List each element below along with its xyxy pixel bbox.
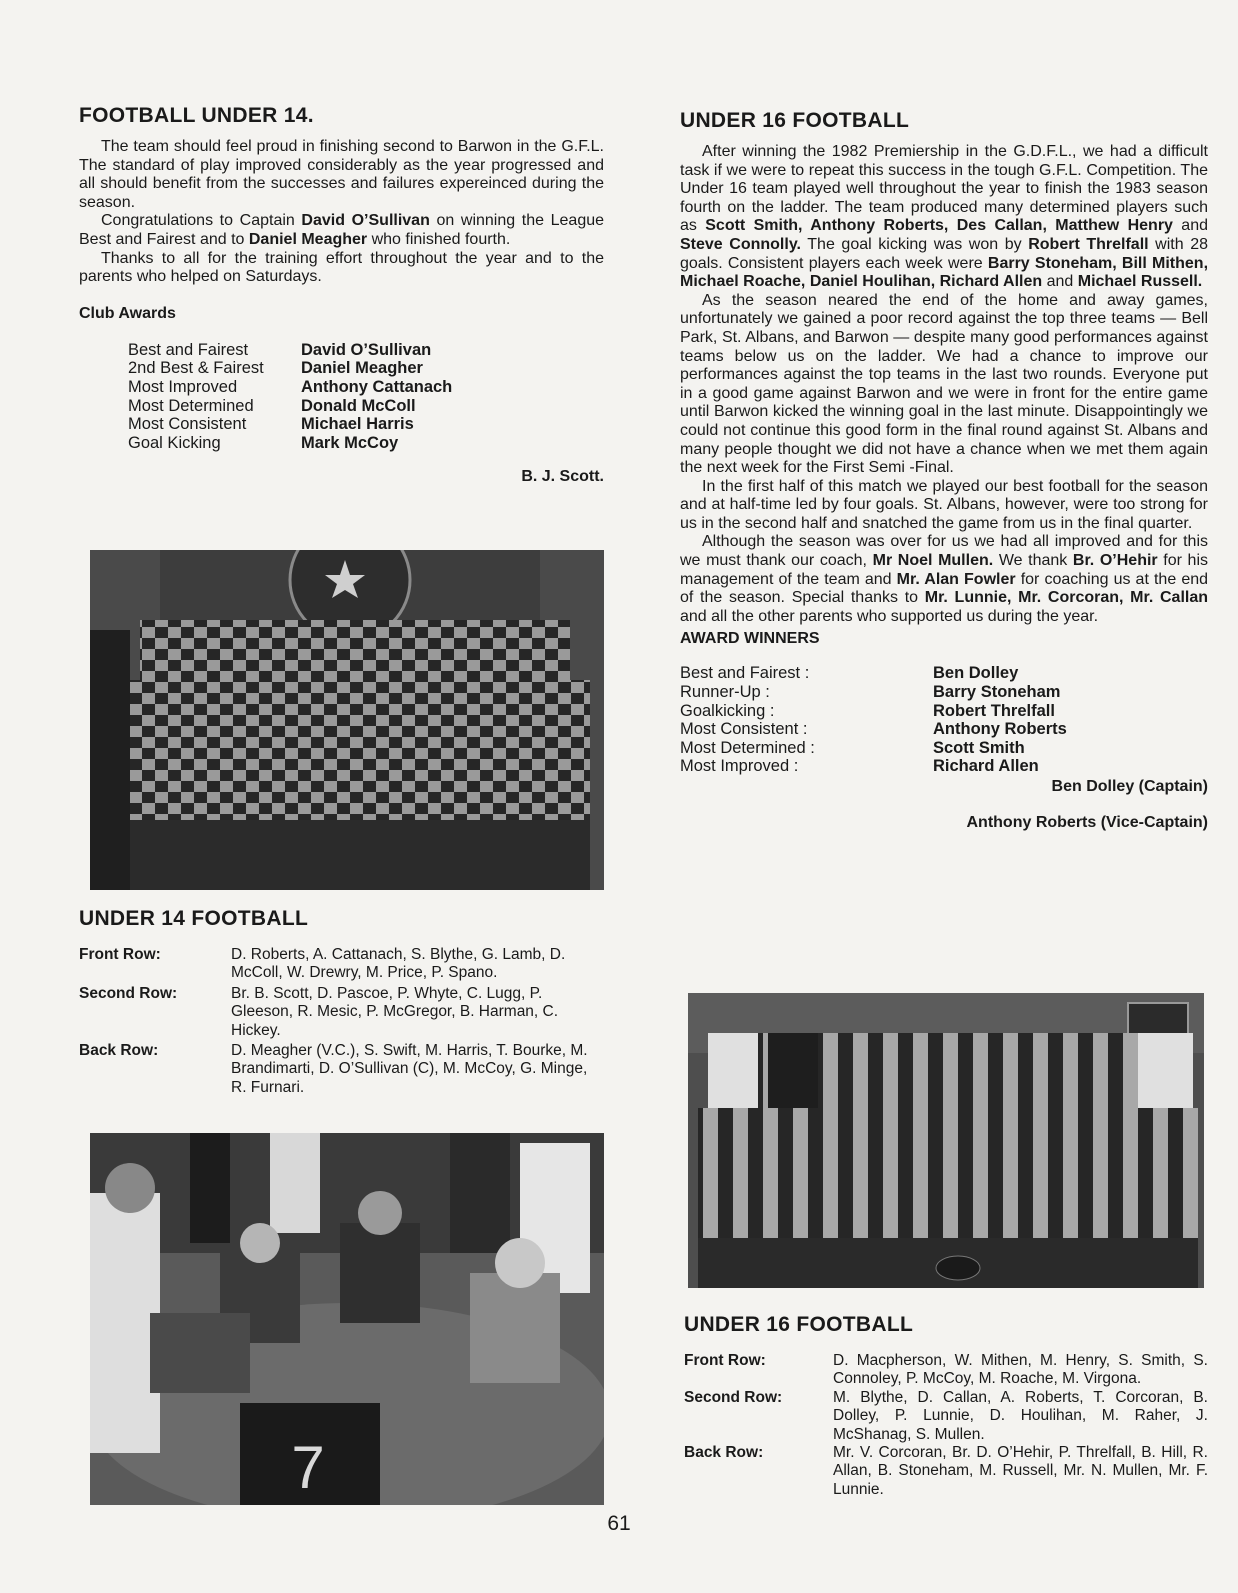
- roster-label: Front Row:: [79, 946, 161, 963]
- roster-row: [79, 1042, 604, 1097]
- article-signature: B. J. Scott.: [521, 468, 604, 486]
- club-awards-heading: Club Awards: [79, 304, 176, 322]
- award-recipient: Richard Allen: [933, 757, 1039, 776]
- text-run: and all the other parents who supported us during the year.: [680, 607, 1099, 625]
- under16-team-photo: [688, 993, 1204, 1288]
- manager-name: Br. O’Hehir: [1072, 552, 1158, 570]
- award-recipient: Anthony Cattanach: [301, 377, 453, 396]
- award-title: Most Determined :: [680, 738, 815, 757]
- text-run: [948, 217, 956, 234]
- award-row: [680, 664, 1208, 683]
- award-recipient: Scott Smith: [933, 738, 1025, 757]
- text-run: for his management of the team and: [680, 552, 1209, 588]
- roster-label: Second Row:: [684, 1388, 783, 1406]
- under16-paragraph-4: [680, 533, 1208, 626]
- under16-paragraph-3: In the first half of this match we played our best football for the season and at half-time led by four goals. St. Albans, however, were too strong for us in the second half and snatched the game from us in the final quarter.: [680, 477, 1208, 532]
- club-awards-list: [79, 341, 604, 453]
- under16-article-title: UNDER 16 FOOTBALL: [680, 109, 910, 132]
- under16-photo-heading: UNDER 16 FOOTBALL: [684, 1313, 914, 1336]
- roster-names: Mr. V. Corcoran, Br. D. O’Hehir, P. Threlfall, B. Hill, R. Allan, B. Stoneham, M. Russell, Mr. N. Mullen, Mr. F. Lunnie.: [833, 1444, 1208, 1498]
- players-middle-row: [120, 680, 590, 750]
- under14-photo-heading: UNDER 14 FOOTBALL: [79, 907, 309, 930]
- award-row: [680, 739, 1208, 758]
- captain-signature: Ben Dolley (Captain): [1051, 778, 1208, 795]
- award-row: [128, 341, 604, 360]
- captain-name: David O’Sullivan: [301, 212, 430, 230]
- award-recipient: Donald McColl: [301, 396, 416, 415]
- roster-names: D. Roberts, A. Cattanach, S. Blythe, G. Lamb, D. McColl, W. Drewry, M. Price, P. Spano.: [231, 946, 566, 982]
- jersey-number: 7: [291, 1434, 325, 1501]
- roster-row: [684, 1389, 1208, 1444]
- award-row: [128, 397, 604, 416]
- award-recipient: Michael Harris: [301, 415, 414, 434]
- award-recipient: Robert Threlfall: [933, 701, 1055, 720]
- player-name: Steve Connolly.: [680, 235, 801, 253]
- award-recipient: Daniel Meagher: [301, 359, 423, 378]
- player-names: Barry Stoneham, Bill Mithen, Michael Roache, Daniel Houlihan, Richard Allen: [680, 254, 1209, 291]
- roster-names: D. Macpherson, W. Mithen, M. Henry, S. Smith, S. Connoley, P. McCoy, M. Roache, M. Virgona.: [833, 1352, 1208, 1388]
- players-back-row: [708, 1033, 1193, 1113]
- text-run: and: [1172, 217, 1208, 235]
- left-column: [79, 104, 604, 486]
- parent-names: Mr. Lunnie, Mr. Corcoran, Mr. Callan: [924, 589, 1209, 607]
- roster-names: D. Meagher (V.C.), S. Swift, M. Harris, T. Bourke, M. Brandimarti, D. O’Sullivan (C), M. McCoy, G. Minge, R. Furnari.: [231, 1042, 588, 1096]
- roster-names: M. Blythe, D. Callan, A. Roberts, T. Corcoran, B. Dolley, P. Lunnie, D. Houlihan, M. Raher, J. McShanag, S. Mullen.: [833, 1388, 1208, 1443]
- right-column: [680, 109, 1208, 832]
- players-front-row: [110, 750, 590, 890]
- roster-row: [79, 946, 604, 983]
- roster-label: Second Row:: [79, 984, 178, 1002]
- under14-paragraph-3: Thanks to all for the training effort throughout the year and to the parents who helped on Saturdays.: [79, 249, 604, 286]
- award-title: Most Improved: [128, 377, 238, 396]
- text-run: Although the season was over for us we had all improved and for this we must thank our coach,: [680, 533, 1208, 570]
- text-run: for coaching us at the end of the season. Special thanks to: [680, 570, 1209, 607]
- team-photo-graphic: [688, 993, 1204, 1288]
- award-row: [680, 702, 1208, 721]
- roster-row: [684, 1444, 1208, 1499]
- roster-label: Back Row:: [684, 1444, 764, 1462]
- vice-captain-signature: Anthony Roberts (Vice-Captain): [966, 814, 1208, 831]
- text-run: After winning the 1982 Premiership in the G.D.F.L., we had a difficult task if we were to repeat this success in the tough G.F.L. Competition. The Under 16 team played well throughout the year to finish the 1983 season fourth on the ladder. The team produced many determined players such as: [680, 143, 1208, 235]
- under14-roster-section: [79, 907, 604, 1097]
- player-names: Scott Smith, Anthony Roberts,: [705, 217, 949, 235]
- team-huddle-photo: [90, 1133, 604, 1505]
- award-row: [128, 378, 604, 397]
- award-recipient: Ben Dolley: [933, 664, 1019, 683]
- player-name: Michael Russell.: [1077, 273, 1203, 291]
- roster-label: Front Row:: [684, 1352, 766, 1369]
- award-recipient: Barry Stoneham: [933, 683, 1061, 702]
- roster-row: [684, 1352, 1208, 1389]
- text-run: and: [1042, 273, 1078, 291]
- coach-name: Mr Noel Mullen.: [872, 552, 994, 570]
- under14-roster: [79, 946, 604, 1097]
- award-title: 2nd Best & Fairest: [128, 359, 264, 378]
- award-title: Goal Kicking: [128, 433, 221, 452]
- under16-paragraph-2: As the season neared the end of the home and away games, unfortunately we gained a poor record against the top three teams — Bell Park, St. Albans, and Barwon — despite many good performances against teams below us on the ladder. We had a chance to improve our performances against the top teams in the last two rounds. Everyone put in a good game against Barwon and we were in front for the entire game until Barwon kicked the winning goal in the last minute. Disappointingly we could not continue this good form in the final round against St. Albans and many people thought we did not have a chance when we met them again the next week for the First Semi -Final.: [680, 291, 1208, 477]
- player-name: Daniel Meagher: [248, 230, 368, 248]
- text-run: The goal kicking was won by: [800, 235, 1029, 253]
- award-row: [128, 415, 604, 434]
- award-recipient: Anthony Roberts: [933, 720, 1067, 739]
- players-back-row: [140, 620, 570, 680]
- huddle-photo-graphic: [90, 1133, 604, 1505]
- award-title: Most Consistent: [128, 415, 247, 434]
- award-title: Runner-Up :: [680, 683, 770, 702]
- award-title: Most Consistent :: [680, 720, 808, 739]
- coach-name: Mr. Alan Fowler: [896, 570, 1016, 588]
- player-name: Robert Threlfall: [1028, 235, 1149, 253]
- text-run: We thank: [993, 552, 1073, 570]
- team-photo-graphic: [90, 550, 604, 890]
- under16-awards-list: [680, 664, 1208, 776]
- text-run: on winning the League Best and Fairest and to: [79, 212, 605, 248]
- under14-article-title: FOOTBALL UNDER 14.: [79, 104, 314, 127]
- award-title: Most Determined: [128, 396, 254, 415]
- award-row: [680, 683, 1208, 702]
- under16-paragraph-1: [680, 143, 1208, 292]
- award-title: Goalkicking :: [680, 701, 775, 720]
- under14-paragraph-2: [79, 212, 604, 249]
- page-number: 61: [607, 1512, 631, 1535]
- award-row: [128, 359, 604, 378]
- players-front-row: [698, 1178, 1198, 1288]
- under16-roster: [684, 1352, 1208, 1499]
- under16-roster-section: [684, 1313, 1208, 1499]
- award-row: [680, 720, 1208, 739]
- under14-team-photo: [90, 550, 604, 890]
- award-title: Most Improved :: [680, 757, 799, 776]
- award-title: Best and Fairest :: [680, 664, 810, 683]
- roster-label: Back Row:: [79, 1042, 159, 1060]
- award-row: [680, 757, 1208, 776]
- under14-paragraph-1: The team should feel proud in finishing second to Barwon in the G.F.L. The standard of play improved considerably as the year progressed and all should benefit from the successes and failures expereinced during the season.: [79, 138, 604, 211]
- text-run: Congratulations to Captain: [101, 212, 302, 230]
- players-middle-row: [698, 1108, 1198, 1178]
- award-recipient: Mark McCoy: [301, 433, 399, 452]
- roster-names: Br. B. Scott, D. Pascoe, P. Whyte, C. Lugg, P. Gleeson, R. Mesic, P. McGregor, B. Harman, C. Hickey.: [231, 984, 559, 1039]
- award-recipient: David O’Sullivan: [301, 340, 432, 359]
- award-winners-heading: AWARD WINNERS: [680, 630, 820, 648]
- award-row: [128, 434, 604, 453]
- text-run: with 28 goals. Consistent players each week were: [680, 235, 1209, 272]
- player-names: Des Callan, Matthew Henry: [956, 217, 1173, 235]
- award-title: Best and Fairest: [128, 340, 249, 359]
- text-run: who finished fourth.: [367, 230, 511, 248]
- roster-row: [79, 985, 604, 1040]
